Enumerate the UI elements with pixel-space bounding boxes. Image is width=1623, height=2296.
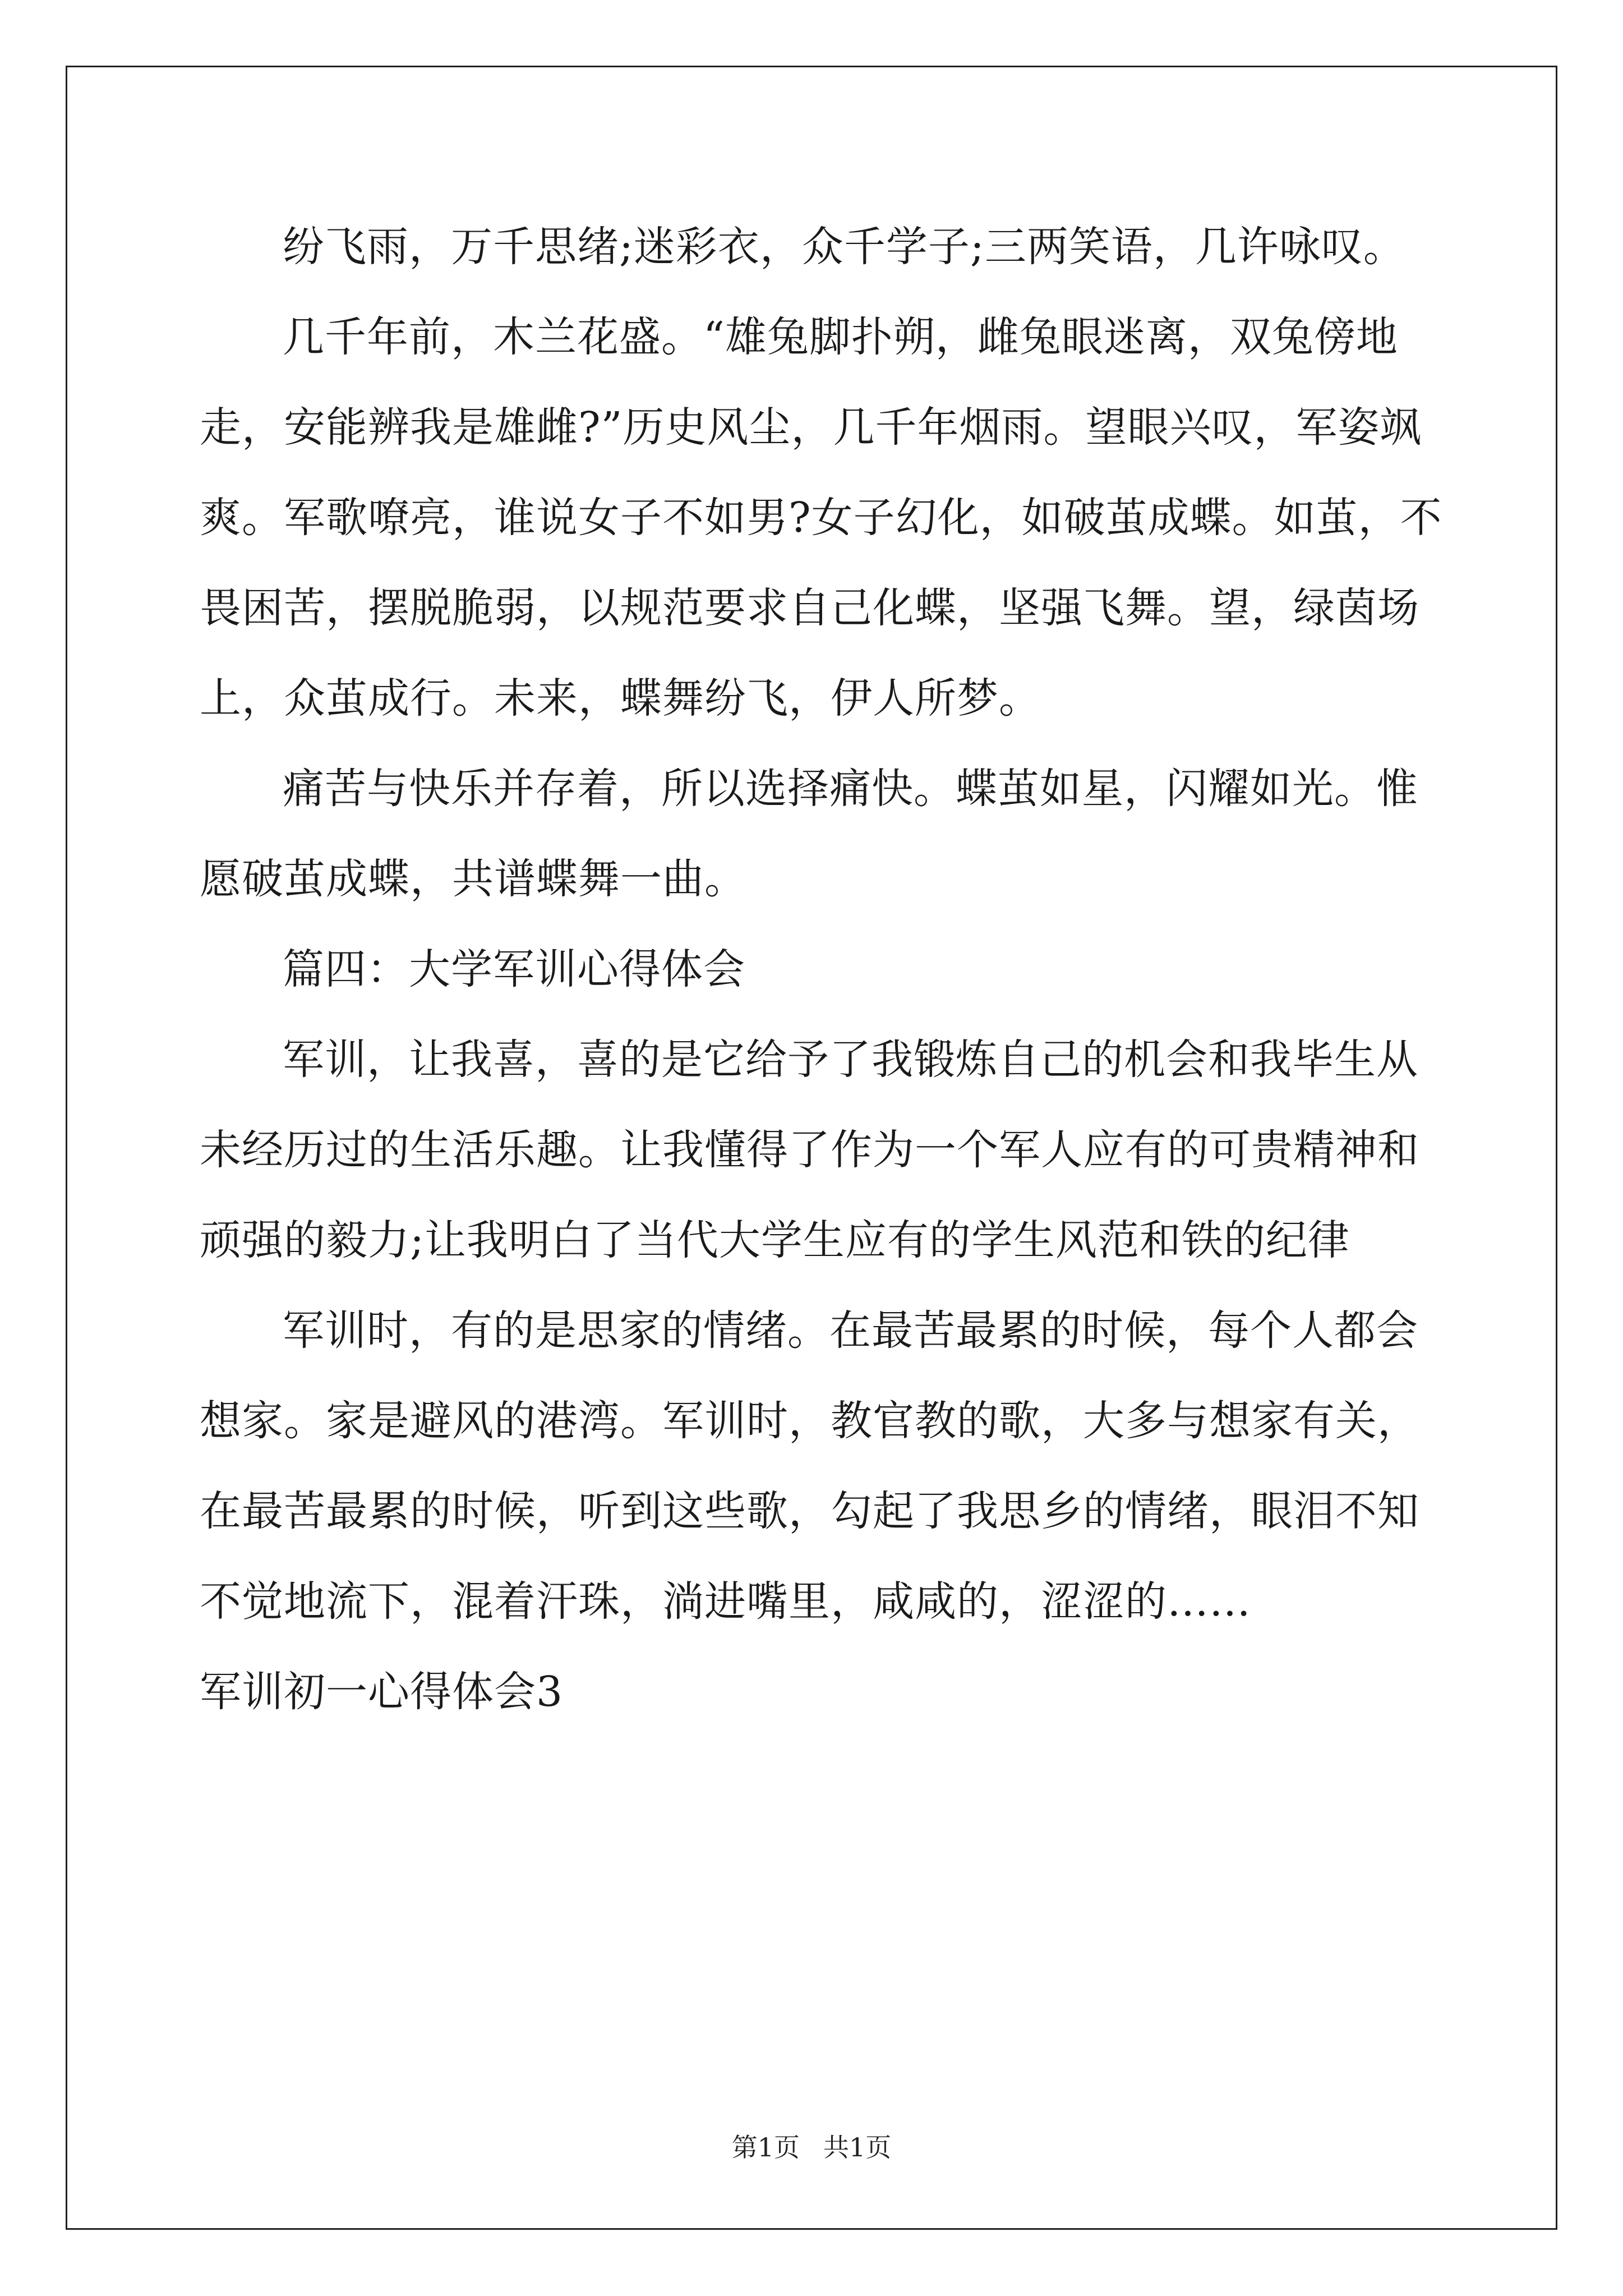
page-total: 共1页 (823, 2132, 892, 2162)
document-body (200, 202, 1445, 1737)
section-title: 军训初一心得体会3 (200, 1668, 564, 1716)
paragraph-2: 几千年前，木兰花盛。“雄兔脚扑朔，雌兔眼迷离，双兔傍地走，安能辨我是雄雌?”历史风尘，几千年烟雨。望眼兴叹，军姿飒爽。军歌嘹亮，谁说女子不如男?女子幻化，如破茧成蝶。如茧，不畏困苦，摆脱脆弱，以规范要求自己化蝶，坚强飞舞。望，绿茵场上，众茧成行。未来，蝶舞纷飞，伊人所梦。 (200, 313, 1442, 723)
paragraph-3: 痛苦与快乐并存着，所以选择痛快。蝶茧如星，闪耀如光。惟愿破茧成蝶，共谱蝶舞一曲。 (200, 765, 1418, 903)
page-footer (0, 2131, 1623, 2164)
paragraph-1: 纷飞雨，万千思绪;迷彩衣，众千学子;三两笑语，几许咏叹。 (283, 223, 1405, 271)
paragraph-5: 军训，让我喜，喜的是它给予了我锻炼自己的机会和我毕生从未经历过的生活乐趣。让我懂得了作为一个军人应有的可贵精神和顽强的毅力;让我明白了当代大学生应有的学生风范和铁的纪律 (200, 1036, 1419, 1264)
page-number: 第1页 (731, 2132, 800, 2162)
paragraph-6: 军训时，有的是思家的情绪。在最苦最累的时候，每个人都会想家。家是避风的港湾。军训时，教官教的歌，大多与想家有关，在最苦最累的时候，听到这些歌，勾起了我思乡的情绪，眼泪不知不觉地流下，混着汗珠，淌进嘴里，咸咸的，涩涩的…… (200, 1306, 1419, 1626)
subheading-chapter-four: 篇四：大学军训心得体会 (283, 945, 745, 993)
